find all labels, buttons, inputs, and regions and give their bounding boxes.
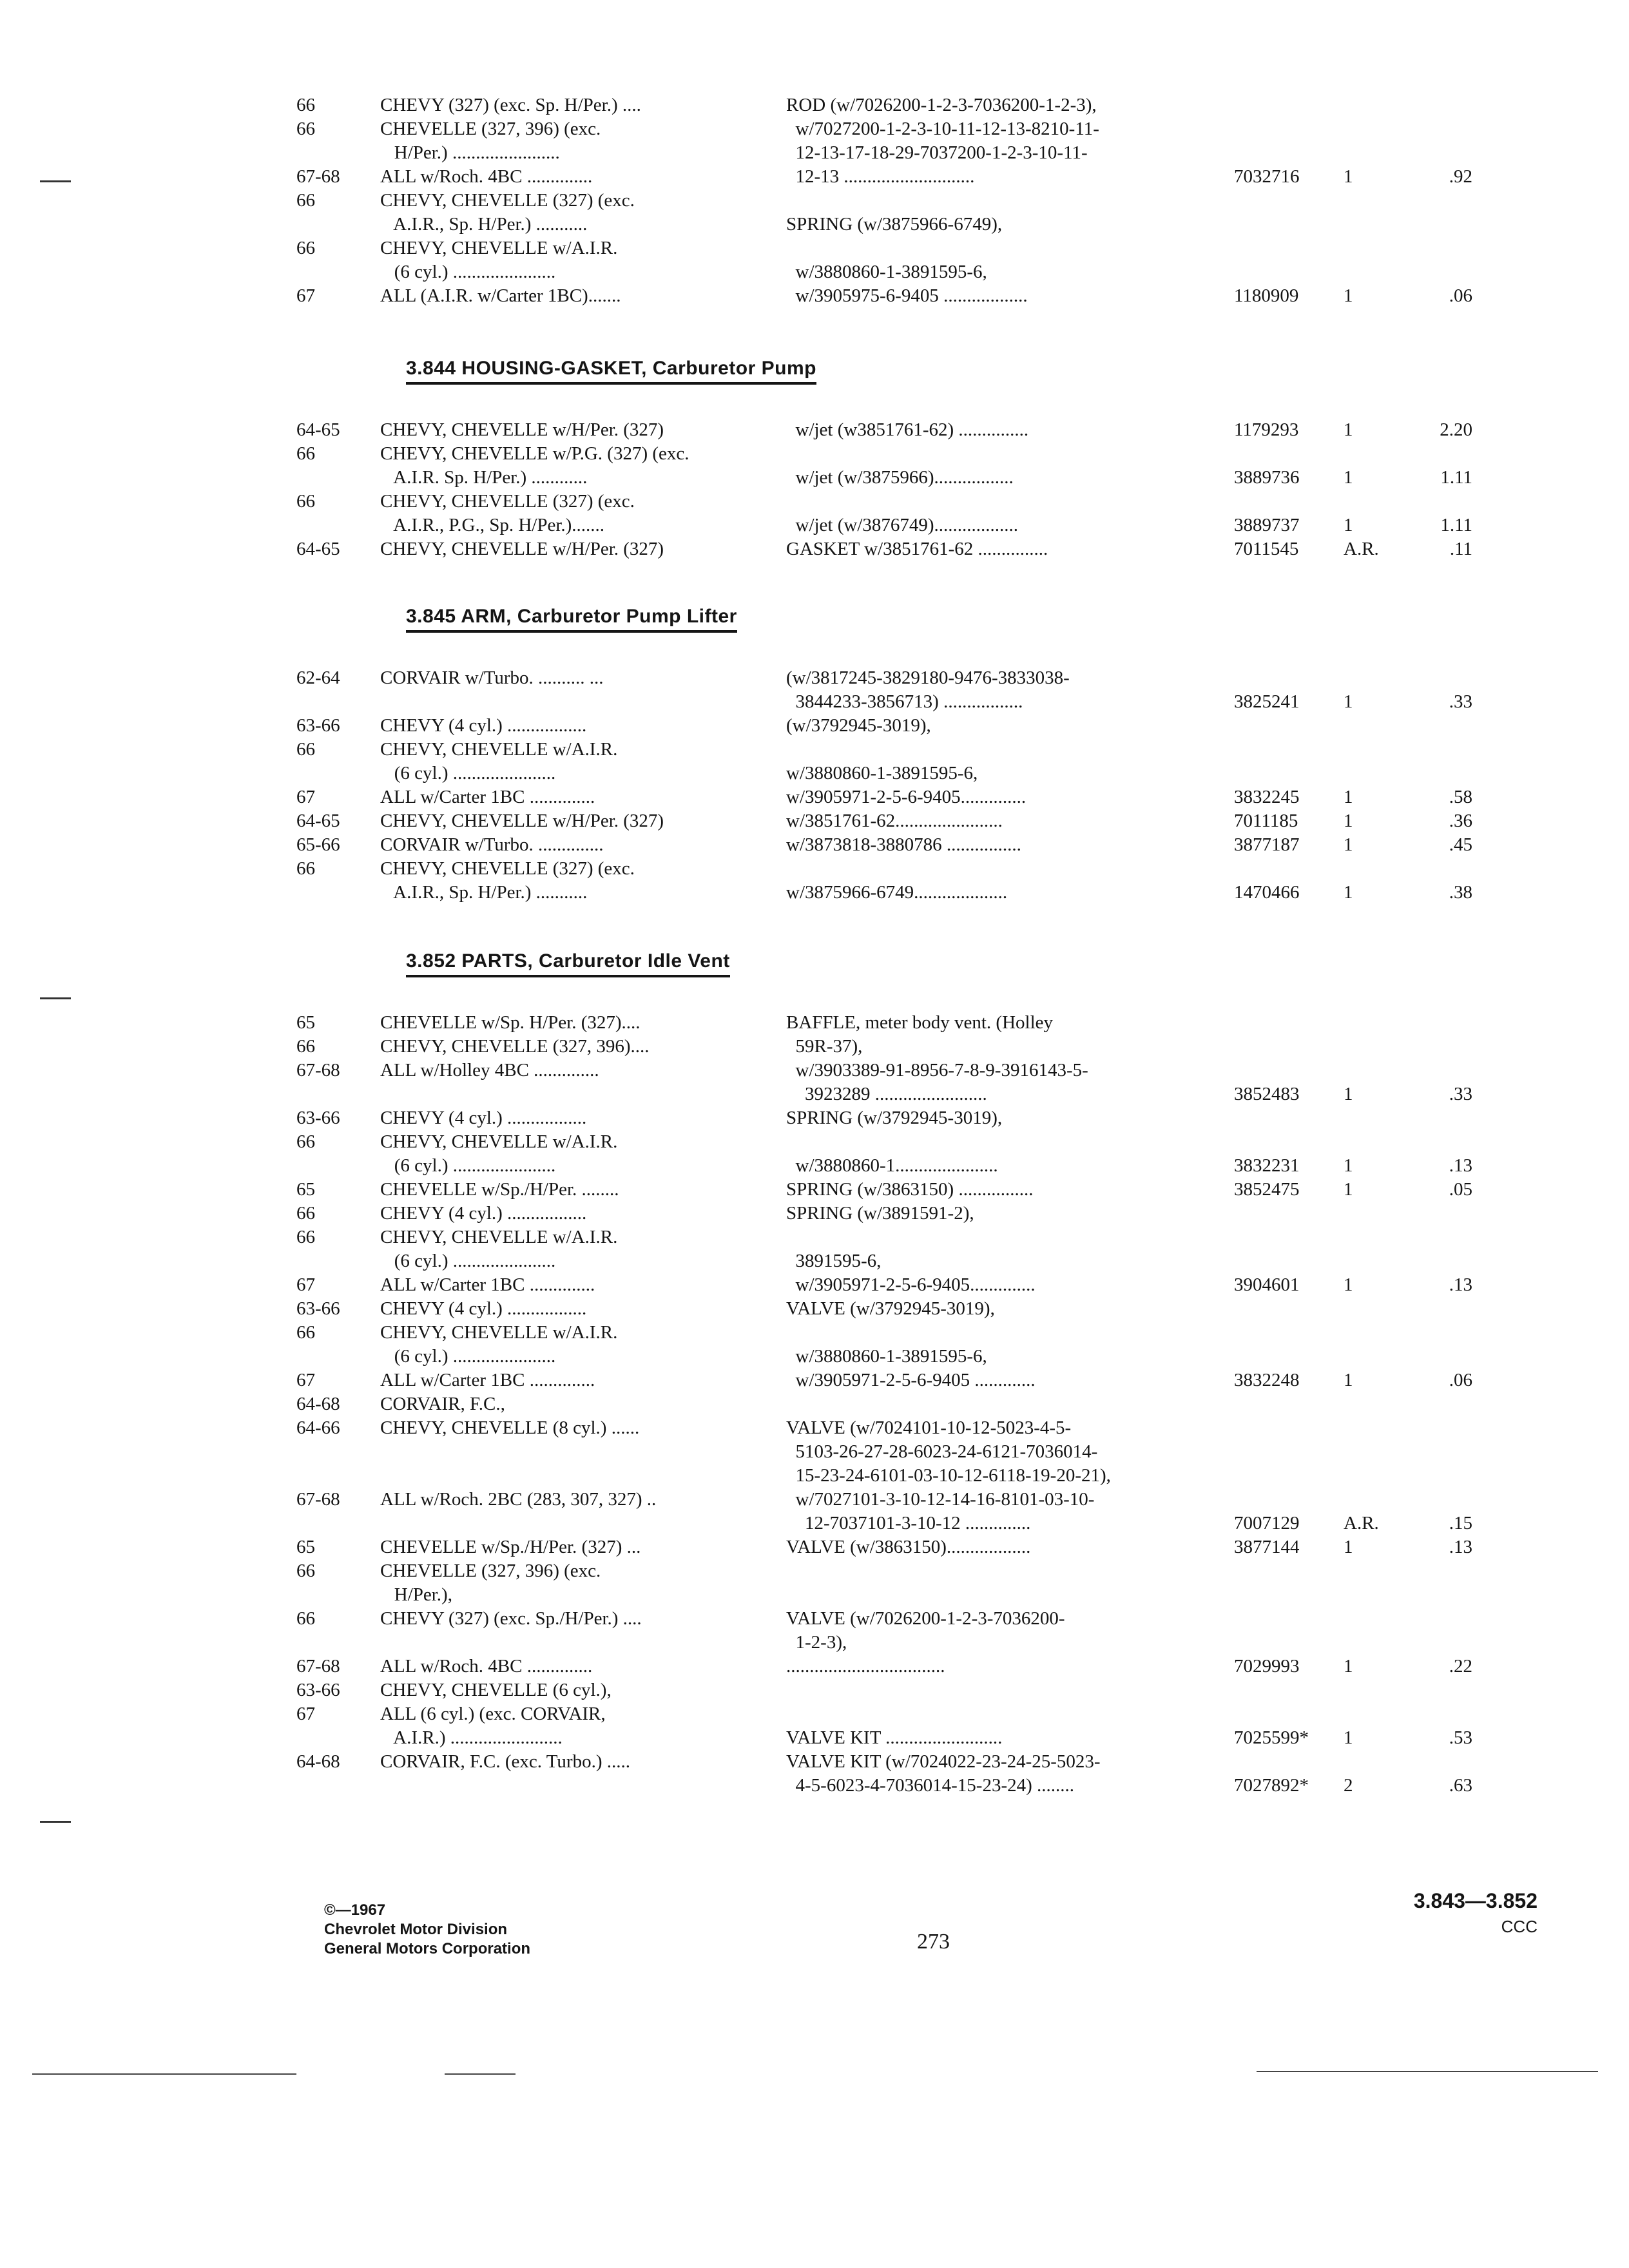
application: ALL (A.I.R. w/Carter 1BC).......	[380, 285, 621, 306]
quantity: 2	[1344, 1775, 1353, 1796]
price: .53	[1449, 1727, 1472, 1748]
part-description: 3844233-3856713) .................	[786, 691, 1023, 712]
part-description: SPRING (w/3891591-2),	[786, 1203, 974, 1224]
part-number: 7027892*	[1234, 1775, 1309, 1796]
application: A.I.R., Sp. H/Per.) ...........	[380, 882, 588, 903]
application: CHEVELLE w/Sp./H/Per. (327) ...	[380, 1537, 641, 1557]
quantity: 1	[1344, 1179, 1353, 1200]
application: CHEVY, CHEVELLE w/A.I.R.	[380, 739, 618, 760]
application: A.I.R.) ........................	[380, 1727, 563, 1748]
quantity: A.R.	[1344, 1513, 1379, 1533]
model-year: 67-68	[296, 1656, 340, 1677]
catalog-row	[296, 1273, 1559, 1297]
part-number: 3889737	[1234, 515, 1300, 535]
catalog-row	[296, 1345, 1559, 1369]
corporation: General Motors Corporation	[324, 1940, 531, 1957]
model-year: 63-66	[296, 1108, 340, 1128]
footer-range	[1414, 1888, 1537, 1939]
price: .13	[1449, 1274, 1472, 1295]
section-3-843	[296, 93, 1559, 308]
application: CORVAIR, F.C. (exc. Turbo.) .....	[380, 1751, 630, 1772]
application: ALL w/Roch. 4BC ..............	[380, 1656, 593, 1677]
catalog-row	[296, 141, 1559, 165]
part-number: 7011545	[1234, 539, 1299, 559]
model-year: 66	[296, 95, 315, 115]
application: CHEVY (4 cyl.) .................	[380, 1203, 587, 1224]
model-year: 66	[296, 1131, 315, 1152]
model-year: 66	[296, 443, 315, 464]
part-description: w/3905971-2-5-6-9405..............	[786, 1274, 1036, 1295]
quantity: 1	[1344, 834, 1353, 855]
quantity: 1	[1344, 467, 1353, 488]
quantity: 1	[1344, 1370, 1353, 1390]
part-description: w/3875966-6749....................	[786, 882, 1008, 903]
application: CORVAIR, F.C.,	[380, 1394, 505, 1414]
quantity: 1	[1344, 1084, 1353, 1104]
catalog-row	[296, 1130, 1559, 1154]
part-description: w/3873818-3880786 ................	[786, 834, 1021, 855]
price: .36	[1449, 811, 1472, 831]
part-description: 3891595-6,	[786, 1251, 882, 1271]
catalog-row	[296, 1655, 1559, 1678]
catalog-row	[296, 260, 1559, 284]
application: CHEVELLE (327, 396) (exc.	[380, 1561, 601, 1581]
part-description: 15-23-24-6101-03-10-12-6118-19-20-21),	[786, 1465, 1111, 1486]
part-number: 3832231	[1234, 1155, 1300, 1176]
model-year: 63-66	[296, 715, 340, 736]
catalog-row	[296, 490, 1559, 514]
application: CHEVY, CHEVELLE w/A.I.R.	[380, 1131, 618, 1152]
model-year: 64-68	[296, 1751, 340, 1772]
part-description: 1-2-3),	[786, 1632, 847, 1653]
catalog-row	[296, 165, 1559, 189]
quantity: 1	[1344, 882, 1353, 903]
model-year: 67	[296, 1704, 315, 1724]
application: CHEVY, CHEVELLE w/H/Per. (327)	[380, 419, 664, 440]
catalog-row	[296, 1059, 1559, 1082]
catalog-code: CCC	[1501, 1917, 1537, 1936]
part-description: SPRING (w/3863150) ................	[786, 1179, 1034, 1200]
part-description: VALVE KIT (w/7024022-23-24-25-5023-	[786, 1751, 1101, 1772]
application: H/Per.),	[380, 1584, 452, 1605]
catalog-row	[296, 1392, 1559, 1416]
catalog-row	[296, 1726, 1559, 1750]
copyright: ©—1967	[324, 1901, 386, 1919]
model-year: 64-65	[296, 539, 340, 559]
catalog-row	[296, 537, 1559, 561]
application: CHEVY, CHEVELLE w/H/Per. (327)	[380, 811, 664, 831]
application: CORVAIR w/Turbo. ..............	[380, 834, 604, 855]
catalog-row	[296, 1416, 1559, 1440]
part-description: SPRING (w/3875966-6749),	[786, 214, 1003, 235]
part-number: 7025599*	[1234, 1727, 1309, 1748]
part-description: w/3880860-1-3891595-6,	[786, 763, 978, 783]
part-number: 1470466	[1234, 882, 1300, 903]
part-number: 3877187	[1234, 834, 1300, 855]
catalog-row	[296, 1440, 1559, 1464]
application: CHEVY, CHEVELLE w/A.I.R.	[380, 1227, 618, 1247]
application: CORVAIR w/Turbo. .......... ...	[380, 668, 604, 688]
application: ALL w/Holley 4BC ..............	[380, 1060, 599, 1081]
division: Chevrolet Motor Division	[324, 1921, 508, 1938]
part-number: 7011185	[1234, 811, 1298, 831]
part-description: SPRING (w/3792945-3019),	[786, 1108, 1003, 1128]
model-year: 66	[296, 858, 315, 879]
catalog-row	[296, 666, 1559, 690]
application: CHEVY, CHEVELLE (6 cyl.),	[380, 1680, 612, 1700]
application: CHEVY, CHEVELLE (327) (exc.	[380, 491, 635, 512]
model-year: 63-66	[296, 1680, 340, 1700]
catalog-row	[296, 1678, 1559, 1702]
part-number: 7007129	[1234, 1513, 1300, 1533]
part-number: 7029993	[1234, 1656, 1300, 1677]
part-number: 3825241	[1234, 691, 1300, 712]
price: .15	[1449, 1513, 1472, 1533]
model-year: 66	[296, 1203, 315, 1224]
section-heading: 3.844 HOUSING-GASKET, Carburetor Pump	[406, 358, 816, 385]
part-number: 7032716	[1234, 166, 1300, 187]
application: CHEVY, CHEVELLE (8 cyl.) ......	[380, 1418, 640, 1438]
catalog-row	[296, 809, 1559, 833]
quantity: 1	[1344, 285, 1353, 306]
application: A.I.R., P.G., Sp. H/Per.).......	[380, 515, 605, 535]
price: .92	[1449, 166, 1472, 187]
application: ALL w/Carter 1BC ..............	[380, 1370, 595, 1390]
price: 2.20	[1440, 419, 1472, 440]
catalog-row	[296, 213, 1559, 236]
section-rows	[296, 1011, 1559, 1798]
model-year: 67	[296, 285, 315, 306]
application: CHEVY (327) (exc. Sp./H/Per.) ....	[380, 1608, 642, 1629]
catalog-row	[296, 442, 1559, 466]
model-year: 66	[296, 119, 315, 139]
part-number: 3832248	[1234, 1370, 1300, 1390]
application: CHEVY, CHEVELLE (327) (exc.	[380, 190, 635, 211]
part-description: ROD (w/7026200-1-2-3-7036200-1-2-3),	[786, 95, 1097, 115]
price: .06	[1449, 1370, 1472, 1390]
catalog-row	[296, 1154, 1559, 1178]
application: ALL w/Carter 1BC ..............	[380, 1274, 595, 1295]
part-description: VALVE (w/3792945-3019),	[786, 1298, 995, 1319]
part-description: VALVE (w/3863150)..................	[786, 1537, 1031, 1557]
model-year: 64-65	[296, 419, 340, 440]
catalog-row	[296, 1535, 1559, 1559]
part-description: w/jet (w/3875966).................	[786, 467, 1014, 488]
part-number: 3889736	[1234, 467, 1300, 488]
section-rows	[296, 418, 1559, 561]
model-year: 67	[296, 1274, 315, 1295]
part-description: w/3880860-1-3891595-6,	[786, 262, 987, 282]
catalog-row	[296, 1202, 1559, 1225]
price: .45	[1449, 834, 1472, 855]
application: (6 cyl.) ......................	[380, 262, 556, 282]
catalog-row	[296, 236, 1559, 260]
part-description: w/3905971-2-5-6-9405..............	[786, 787, 1027, 807]
model-year: 65	[296, 1012, 315, 1033]
catalog-row	[296, 785, 1559, 809]
catalog-row	[296, 833, 1559, 857]
model-year: 62-64	[296, 668, 340, 688]
price: .22	[1449, 1656, 1472, 1677]
application: CHEVY, CHEVELLE w/H/Per. (327)	[380, 539, 664, 559]
application: CHEVY (4 cyl.) .................	[380, 1108, 587, 1128]
model-year: 66	[296, 1561, 315, 1581]
catalog-row	[296, 418, 1559, 442]
catalog-row	[296, 1774, 1559, 1798]
model-year: 66	[296, 491, 315, 512]
part-description: w/jet (w/3876749)..................	[786, 515, 1019, 535]
price: .13	[1449, 1155, 1472, 1176]
part-number: 3852475	[1234, 1179, 1300, 1200]
catalog-row	[296, 1512, 1559, 1535]
quantity: 1	[1344, 1155, 1353, 1176]
price: .63	[1449, 1775, 1472, 1796]
quantity: 1	[1344, 691, 1353, 712]
application: ALL (6 cyl.) (exc. CORVAIR,	[380, 1704, 606, 1724]
price: .11	[1449, 539, 1472, 559]
application: ALL w/Roch. 4BC ..............	[380, 166, 593, 187]
quantity: 1	[1344, 1537, 1353, 1557]
part-description: GASKET w/3851761-62 ...............	[786, 539, 1048, 559]
part-description: (w/3817245-3829180-9476-3833038-	[786, 668, 1070, 688]
model-year: 65-66	[296, 834, 340, 855]
quantity: 1	[1344, 515, 1353, 535]
catalog-row	[296, 1321, 1559, 1345]
part-description: BAFFLE, meter body vent. (Holley	[786, 1012, 1054, 1033]
part-description: w/3880860-1-3891595-6,	[786, 1346, 987, 1367]
section-3-844	[296, 358, 1559, 561]
part-description: 4-5-6023-4-7036014-15-23-24) ........	[786, 1775, 1075, 1796]
price: .06	[1449, 285, 1472, 306]
catalog-row	[296, 881, 1559, 905]
model-year: 66	[296, 1608, 315, 1629]
model-year: 64-65	[296, 811, 340, 831]
catalog-row	[296, 1225, 1559, 1249]
part-description: w/7027200-1-2-3-10-11-12-13-8210-11-	[786, 119, 1099, 139]
model-year: 67-68	[296, 1060, 340, 1081]
part-description: w/3905975-6-9405 ..................	[786, 285, 1028, 306]
catalog-row	[296, 1559, 1559, 1583]
scan-rule	[32, 2073, 296, 2075]
application: CHEVY (327) (exc. Sp. H/Per.) ....	[380, 95, 641, 115]
application: ALL w/Carter 1BC ..............	[380, 787, 595, 807]
catalog-row	[296, 1702, 1559, 1726]
part-description: VALVE (w/7026200-1-2-3-7036200-	[786, 1608, 1065, 1629]
part-number: 3852483	[1234, 1084, 1300, 1104]
scan-rule	[445, 2073, 516, 2075]
part-description: w/jet (w3851761-62) ...............	[786, 419, 1029, 440]
part-description: ..................................	[786, 1656, 945, 1677]
quantity: 1	[1344, 787, 1353, 807]
margin-mark	[40, 997, 71, 999]
model-year: 66	[296, 190, 315, 211]
catalog-row	[296, 857, 1559, 881]
application: A.I.R., Sp. H/Per.) ...........	[380, 214, 588, 235]
catalog-row	[296, 117, 1559, 141]
part-number: 3877144	[1234, 1537, 1300, 1557]
section-heading: 3.845 ARM, Carburetor Pump Lifter	[406, 606, 737, 633]
margin-mark	[40, 1821, 71, 1823]
catalog-row	[296, 1297, 1559, 1321]
quantity: 1	[1344, 1656, 1353, 1677]
section-rows	[296, 93, 1559, 308]
application: (6 cyl.) ......................	[380, 1251, 556, 1271]
part-number: 3904601	[1234, 1274, 1300, 1295]
part-description: w/3880860-1......................	[786, 1155, 998, 1176]
application: CHEVELLE w/Sp./H/Per. ........	[380, 1179, 619, 1200]
application: CHEVELLE (327, 396) (exc.	[380, 119, 601, 139]
price: .33	[1449, 1084, 1472, 1104]
catalog-row	[296, 1631, 1559, 1655]
catalog-row	[296, 1583, 1559, 1607]
application: CHEVELLE w/Sp. H/Per. (327)....	[380, 1012, 641, 1033]
price: .13	[1449, 1537, 1472, 1557]
quantity: A.R.	[1344, 539, 1379, 559]
catalog-row	[296, 1488, 1559, 1512]
quantity: 1	[1344, 166, 1353, 187]
catalog-row	[296, 1011, 1559, 1035]
application: (6 cyl.) ......................	[380, 763, 556, 783]
model-year: 66	[296, 1322, 315, 1343]
catalog-row	[296, 284, 1559, 308]
quantity: 1	[1344, 811, 1353, 831]
part-number: 1179293	[1234, 419, 1299, 440]
section-3-845	[296, 606, 1559, 905]
catalog-row	[296, 1106, 1559, 1130]
price: .58	[1449, 787, 1472, 807]
quantity: 1	[1344, 1274, 1353, 1295]
price: 1.11	[1440, 515, 1472, 535]
catalog-row	[296, 1607, 1559, 1631]
model-year: 63-66	[296, 1298, 340, 1319]
price: 1.11	[1440, 467, 1472, 488]
catalog-row	[296, 690, 1559, 714]
application: CHEVY, CHEVELLE w/P.G. (327) (exc.	[380, 443, 689, 464]
part-description: 5103-26-27-28-6023-24-6121-7036014-	[786, 1441, 1098, 1462]
model-year: 67-68	[296, 1489, 340, 1510]
part-description: w/3903389-91-8956-7-8-9-3916143-5-	[786, 1060, 1088, 1081]
model-year: 64-66	[296, 1418, 340, 1438]
catalog-row	[296, 1369, 1559, 1392]
application: A.I.R. Sp. H/Per.) ............	[380, 467, 588, 488]
catalog-row	[296, 1035, 1559, 1059]
part-description: 12-7037101-3-10-12 ..............	[786, 1513, 1031, 1533]
price: .33	[1449, 691, 1472, 712]
application: (6 cyl.) ......................	[380, 1155, 556, 1176]
model-year: 66	[296, 238, 315, 258]
application: ALL w/Roch. 2BC (283, 307, 327) ..	[380, 1489, 657, 1510]
catalog-row	[296, 514, 1559, 537]
part-description: (w/3792945-3019),	[786, 715, 931, 736]
catalog-row	[296, 714, 1559, 738]
application: CHEVY (4 cyl.) .................	[380, 1298, 587, 1319]
application: H/Per.) .......................	[380, 142, 560, 163]
section-range: 3.843—3.852	[1413, 1889, 1537, 1912]
model-year: 65	[296, 1537, 315, 1557]
price: .05	[1449, 1179, 1472, 1200]
part-description: 12-13 ............................	[786, 166, 975, 187]
catalog-row	[296, 1082, 1559, 1106]
catalog-row	[296, 1249, 1559, 1273]
model-year: 65	[296, 1179, 315, 1200]
part-description: w/3851761-62.......................	[786, 811, 1003, 831]
catalog-row	[296, 93, 1559, 117]
application: CHEVY, CHEVELLE w/A.I.R.	[380, 238, 618, 258]
application: CHEVY, CHEVELLE (327) (exc.	[380, 858, 635, 879]
model-year: 66	[296, 1227, 315, 1247]
part-description: w/3905971-2-5-6-9405 .............	[786, 1370, 1036, 1390]
catalog-row	[296, 1750, 1559, 1774]
part-number: 1180909	[1234, 285, 1299, 306]
catalog-row	[296, 762, 1559, 785]
catalog-row	[296, 1178, 1559, 1202]
part-description: VALVE (w/7024101-10-12-5023-4-5-	[786, 1418, 1072, 1438]
part-description: 12-13-17-18-29-7037200-1-2-3-10-11-	[786, 142, 1088, 163]
quantity: 1	[1344, 419, 1353, 440]
application: (6 cyl.) ......................	[380, 1346, 556, 1367]
section-3-852	[296, 950, 1559, 1798]
quantity: 1	[1344, 1727, 1353, 1748]
section-rows	[296, 666, 1559, 905]
model-year: 66	[296, 739, 315, 760]
application: CHEVY, CHEVELLE w/A.I.R.	[380, 1322, 618, 1343]
catalog-row	[296, 738, 1559, 762]
price: .38	[1449, 882, 1472, 903]
application: CHEVY (4 cyl.) .................	[380, 715, 587, 736]
part-description: w/7027101-3-10-12-14-16-8101-03-10-	[786, 1489, 1095, 1510]
catalog-row	[296, 1464, 1559, 1488]
margin-mark	[40, 180, 71, 182]
model-year: 67	[296, 1370, 315, 1390]
model-year: 67	[296, 787, 315, 807]
part-description: VALVE KIT .........................	[786, 1727, 1003, 1748]
scan-rule	[1257, 2071, 1598, 2072]
model-year: 67-68	[296, 166, 340, 187]
application: CHEVY, CHEVELLE (327, 396)....	[380, 1036, 650, 1057]
catalog-row	[296, 189, 1559, 213]
part-number: 3832245	[1234, 787, 1300, 807]
model-year: 66	[296, 1036, 315, 1057]
catalog-row	[296, 466, 1559, 490]
section-heading: 3.852 PARTS, Carburetor Idle Vent	[406, 950, 730, 977]
footer-publisher	[324, 1901, 530, 1959]
model-year: 64-68	[296, 1394, 340, 1414]
page-number: 273	[917, 1930, 950, 1954]
part-description: 3923289 ........................	[786, 1084, 987, 1104]
part-description: 59R-37),	[786, 1036, 863, 1057]
